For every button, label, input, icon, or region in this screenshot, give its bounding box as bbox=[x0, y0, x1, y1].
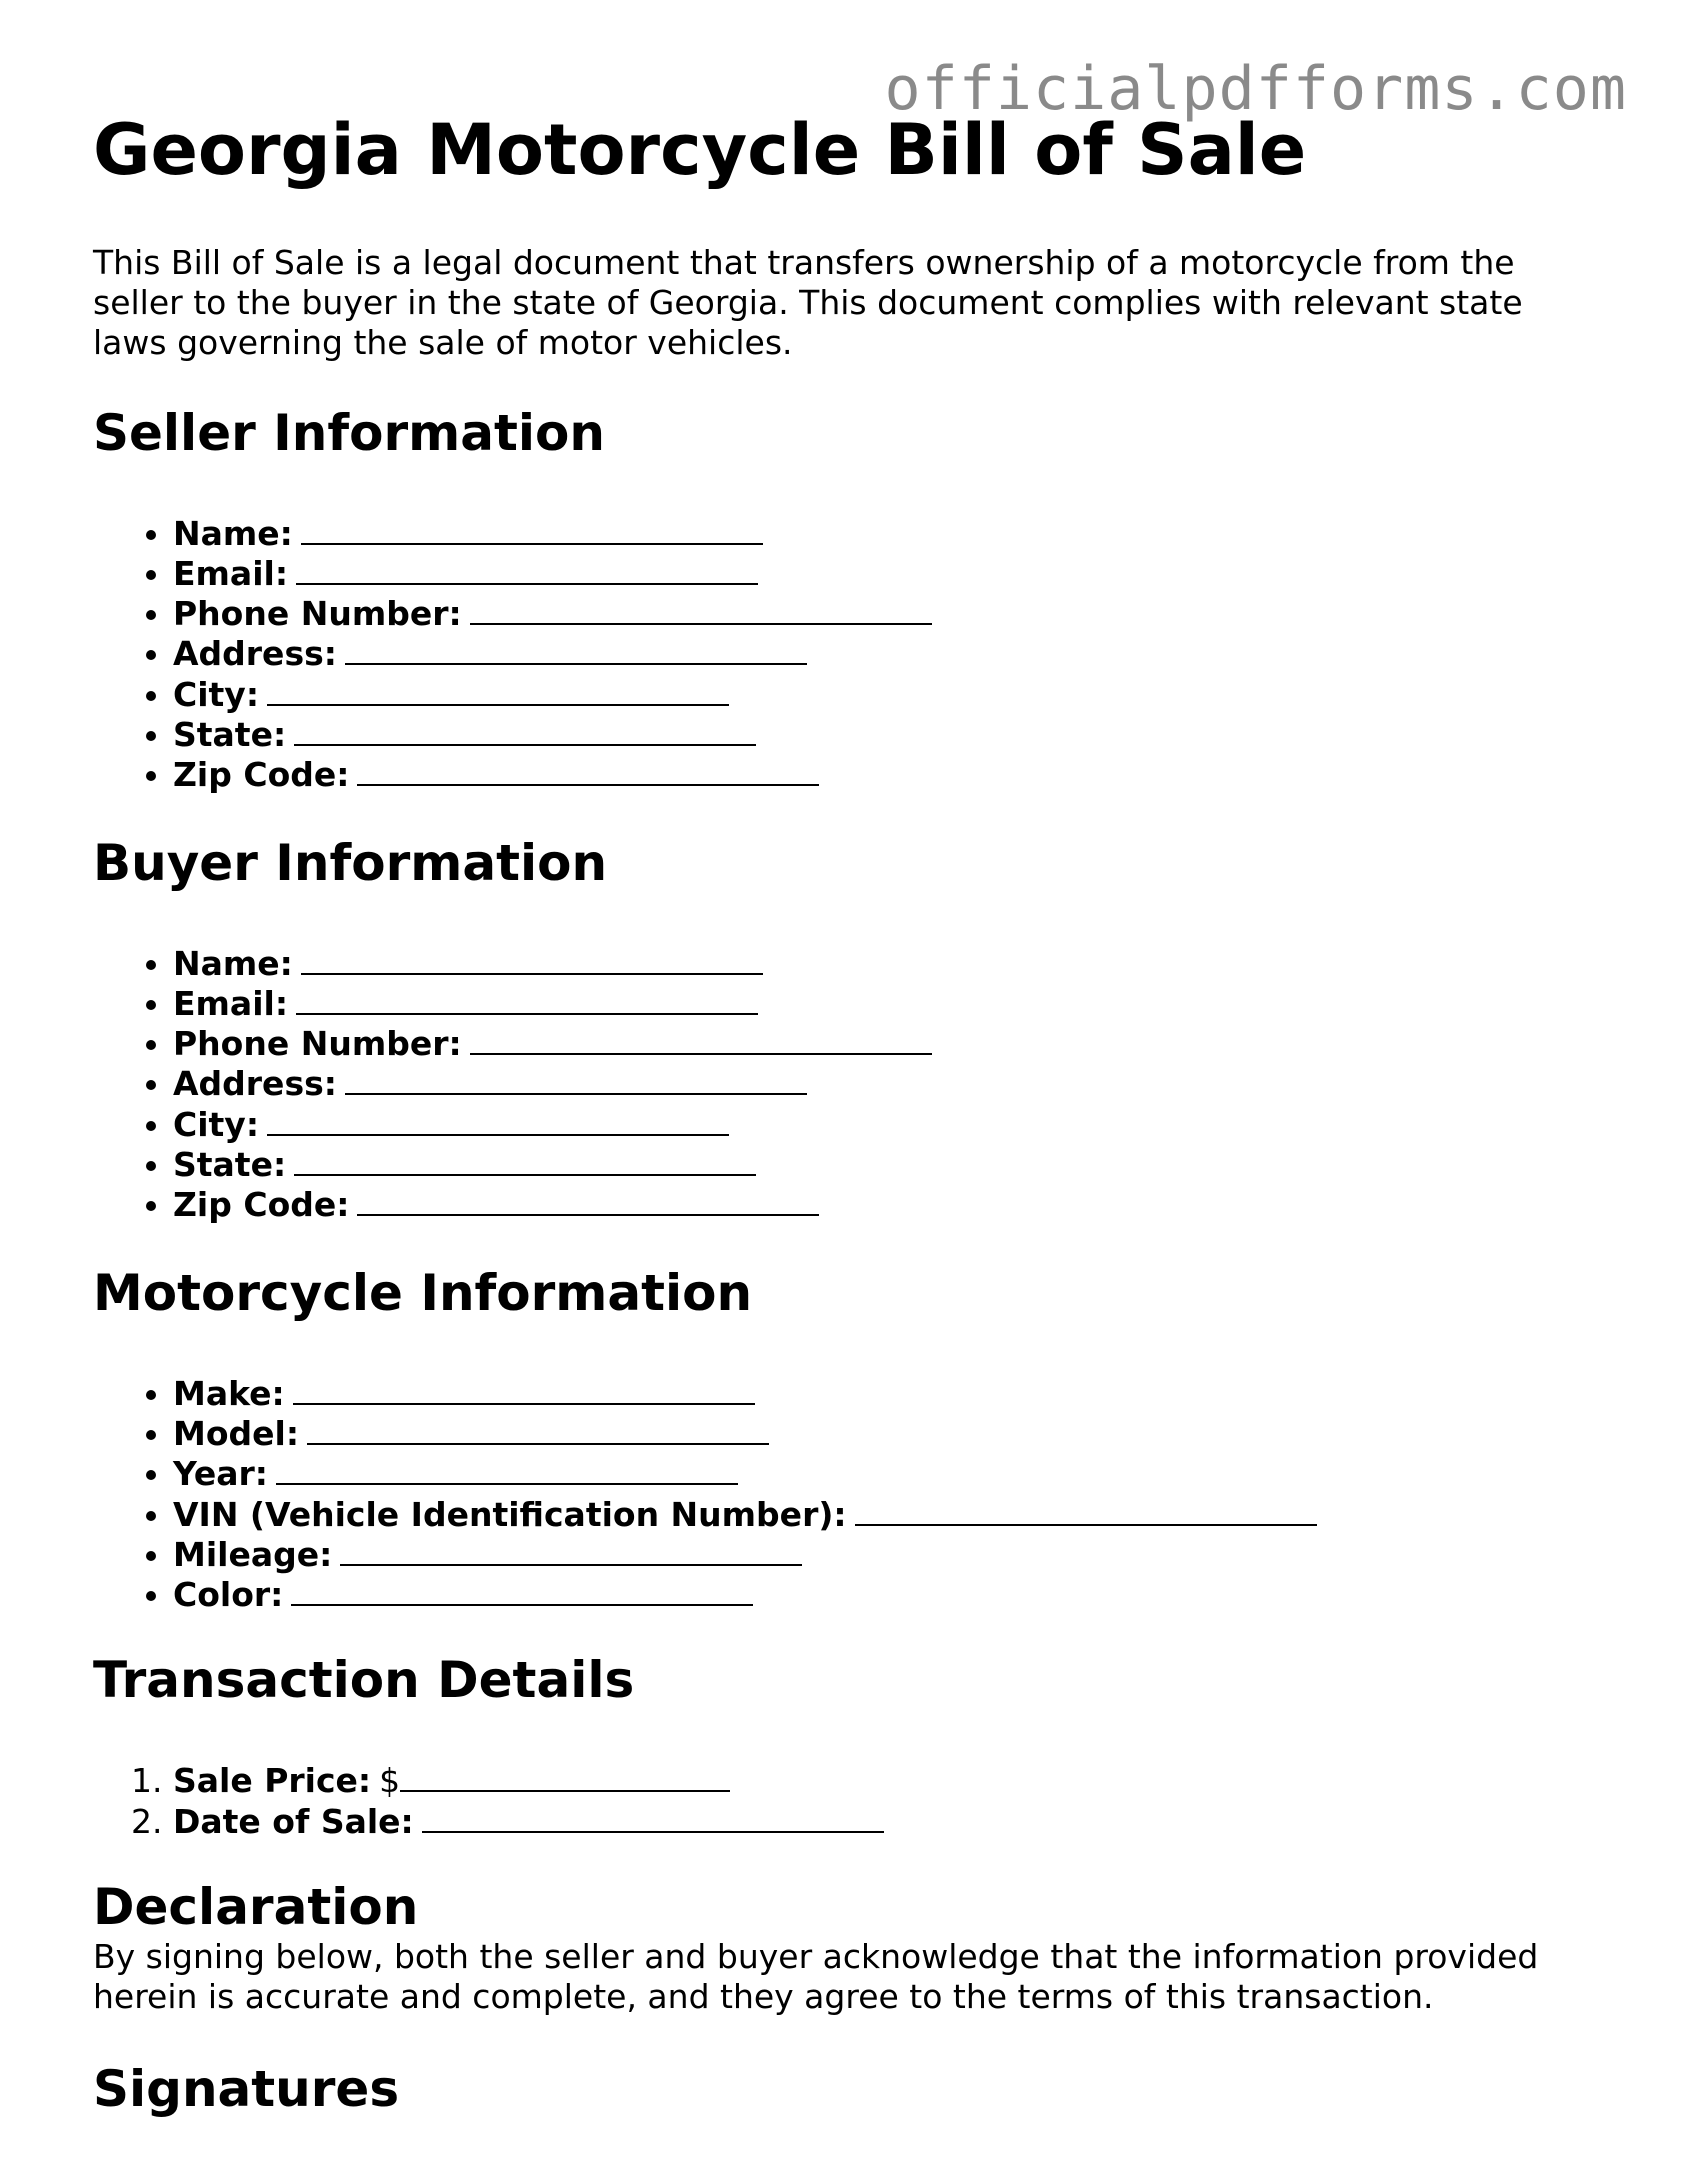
blank-line[interactable] bbox=[470, 1023, 932, 1055]
date-of-sale-field bbox=[173, 1801, 1593, 1841]
buyer-address-field bbox=[173, 1063, 1593, 1103]
field-label: Sale Price: bbox=[173, 1761, 372, 1801]
blank-line[interactable] bbox=[470, 593, 932, 625]
blank-line[interactable] bbox=[422, 1801, 884, 1833]
motorcycle-vin-field bbox=[173, 1494, 1593, 1534]
document-page bbox=[93, 110, 1593, 2119]
signatures-heading: Signatures bbox=[93, 2060, 400, 2119]
field-label: Phone Number: bbox=[173, 594, 462, 634]
blank-line[interactable] bbox=[267, 674, 729, 706]
page-title: Georgia Motorcycle Bill of Sale bbox=[93, 109, 1307, 191]
field-label: Address: bbox=[173, 1064, 337, 1104]
seller-address-field bbox=[173, 633, 1593, 673]
field-label: Color: bbox=[173, 1575, 284, 1615]
blank-line[interactable] bbox=[276, 1453, 738, 1485]
currency-symbol: $ bbox=[379, 1761, 401, 1801]
buyer-city-field bbox=[173, 1104, 1593, 1144]
field-label: Email: bbox=[173, 983, 289, 1023]
transaction-fields bbox=[93, 1760, 1593, 1841]
field-label: City: bbox=[173, 1104, 260, 1144]
field-label: Model: bbox=[173, 1413, 300, 1453]
sale-price-field bbox=[173, 1760, 1593, 1800]
buyer-email-field bbox=[173, 983, 1593, 1023]
blank-line[interactable] bbox=[294, 714, 756, 746]
field-label: Make: bbox=[173, 1373, 285, 1413]
blank-line[interactable] bbox=[345, 633, 807, 665]
motorcycle-mileage-field bbox=[173, 1534, 1593, 1574]
field-label: VIN (Vehicle Identification Number): bbox=[173, 1494, 847, 1534]
field-label: City: bbox=[173, 674, 260, 714]
field-label: Phone Number: bbox=[173, 1024, 462, 1064]
seller-state-field bbox=[173, 714, 1593, 754]
blank-line[interactable] bbox=[357, 754, 819, 786]
buyer-heading: Buyer Information bbox=[93, 833, 608, 892]
blank-line[interactable] bbox=[345, 1063, 807, 1095]
field-label: Year: bbox=[173, 1454, 268, 1494]
field-label: Zip Code: bbox=[173, 755, 350, 795]
field-label: Zip Code: bbox=[173, 1185, 350, 1225]
seller-fields bbox=[93, 513, 1593, 795]
field-label: State: bbox=[173, 714, 287, 754]
blank-line[interactable] bbox=[296, 553, 758, 585]
motorcycle-color-field bbox=[173, 1574, 1593, 1614]
motorcycle-heading: Motorcycle Information bbox=[93, 1263, 753, 1322]
blank-line[interactable] bbox=[293, 1373, 755, 1405]
transaction-heading: Transaction Details bbox=[93, 1651, 635, 1710]
motorcycle-year-field bbox=[173, 1453, 1593, 1493]
motorcycle-make-field bbox=[173, 1373, 1593, 1413]
declaration-text: By signing below, both the seller and buyer acknowledge that the information provided herein is accurate and complete, and they agree to the terms of this transaction. bbox=[93, 1937, 1539, 2017]
buyer-zip-field bbox=[173, 1184, 1593, 1224]
motorcycle-fields bbox=[93, 1373, 1593, 1615]
field-label: Name: bbox=[173, 513, 293, 553]
blank-line[interactable] bbox=[400, 1760, 730, 1792]
buyer-phone-field bbox=[173, 1023, 1593, 1063]
buyer-fields bbox=[93, 943, 1593, 1225]
field-label: Mileage: bbox=[173, 1534, 333, 1574]
blank-line[interactable] bbox=[307, 1413, 769, 1445]
declaration-heading: Declaration bbox=[93, 1878, 419, 1937]
blank-line[interactable] bbox=[301, 513, 763, 545]
seller-name-field bbox=[173, 513, 1593, 553]
buyer-name-field bbox=[173, 943, 1593, 983]
buyer-state-field bbox=[173, 1144, 1593, 1184]
blank-line[interactable] bbox=[291, 1574, 753, 1606]
field-label: Email: bbox=[173, 553, 289, 593]
seller-zip-field bbox=[173, 754, 1593, 794]
blank-line[interactable] bbox=[294, 1144, 756, 1176]
seller-heading: Seller Information bbox=[93, 403, 605, 462]
blank-line[interactable] bbox=[267, 1104, 729, 1136]
seller-city-field bbox=[173, 674, 1593, 714]
blank-line[interactable] bbox=[296, 983, 758, 1015]
field-label: State: bbox=[173, 1145, 287, 1185]
field-label: Name: bbox=[173, 943, 293, 983]
watermark: officialpdfforms.com bbox=[884, 54, 1627, 124]
blank-line[interactable] bbox=[340, 1534, 802, 1566]
blank-line[interactable] bbox=[855, 1494, 1317, 1526]
seller-phone-field bbox=[173, 593, 1593, 633]
field-label: Date of Sale: bbox=[173, 1801, 414, 1841]
blank-line[interactable] bbox=[357, 1184, 819, 1216]
seller-email-field bbox=[173, 553, 1593, 593]
field-label: Address: bbox=[173, 634, 337, 674]
intro-paragraph: This Bill of Sale is a legal document that transfers ownership of a motorcycle from the seller to the buyer in the state of Georgia. This document complies with relevant state laws governing the sale of motor vehicles. bbox=[93, 242, 1523, 362]
blank-line[interactable] bbox=[301, 943, 763, 975]
motorcycle-model-field bbox=[173, 1413, 1593, 1453]
